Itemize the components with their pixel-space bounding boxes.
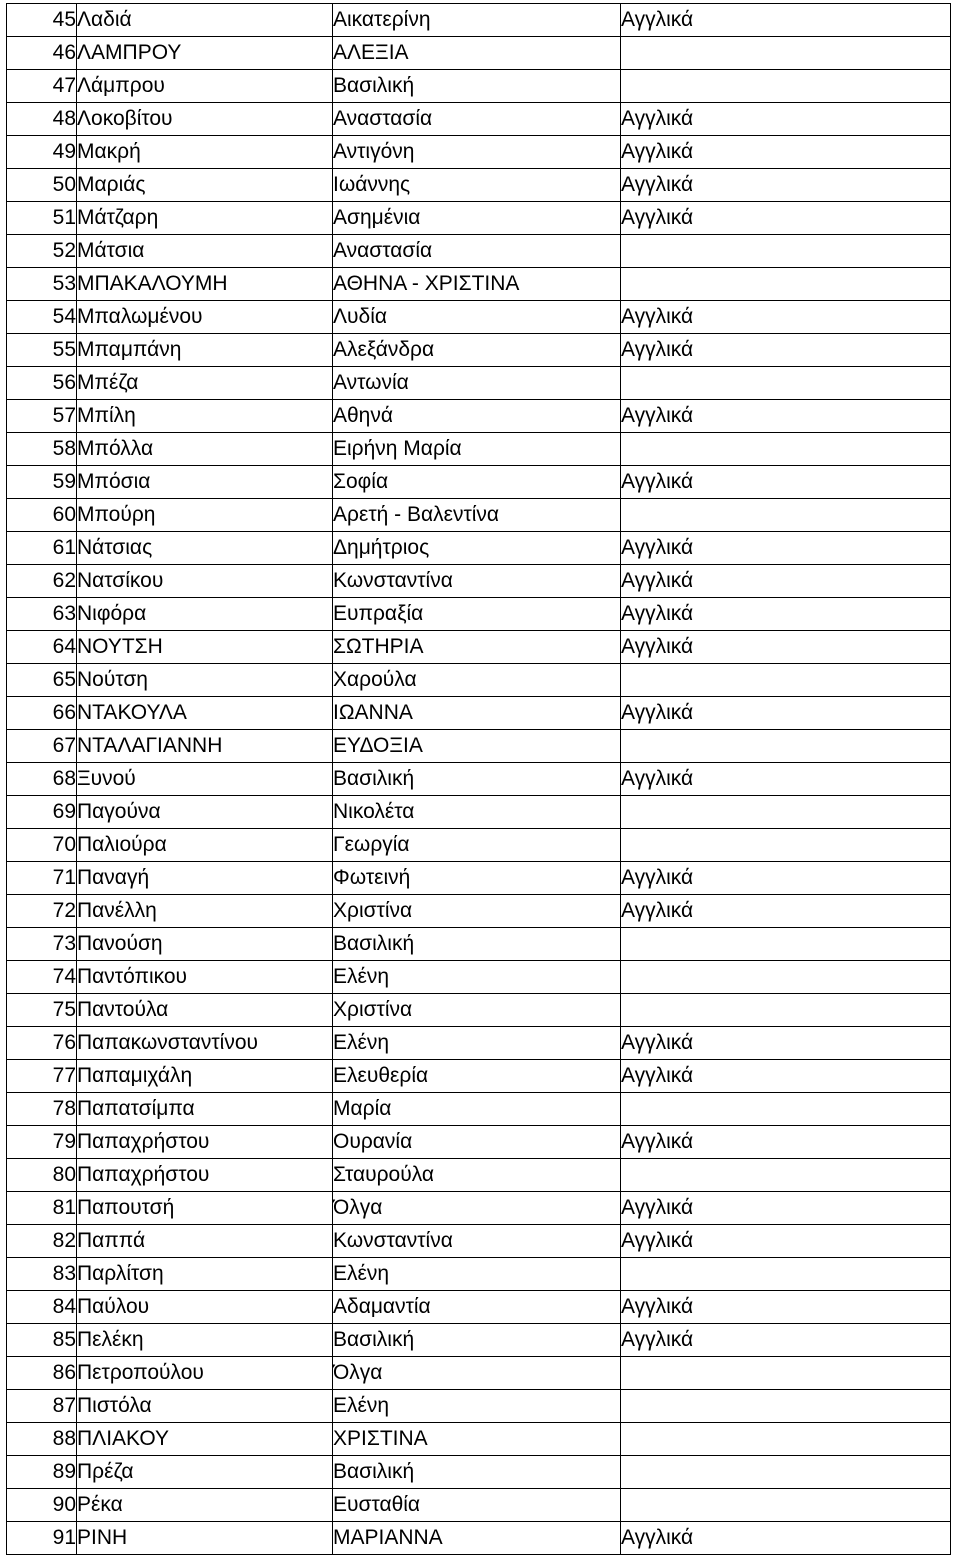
first-name-cell: Αικατερίνη: [333, 4, 621, 37]
row-number-cell: 89: [7, 1456, 77, 1489]
first-name-cell: Ελευθερία: [333, 1060, 621, 1093]
table-row: [7, 1060, 951, 1093]
row-number-cell: 76: [7, 1027, 77, 1060]
language-cell: Αγγλικά: [621, 697, 951, 730]
last-name-cell: Νάτσιας: [77, 532, 333, 565]
last-name-cell: Παρλίτση: [77, 1258, 333, 1291]
row-number-cell: 80: [7, 1159, 77, 1192]
first-name-cell: Αντωνία: [333, 367, 621, 400]
language-cell: [621, 829, 951, 862]
table-row: [7, 4, 951, 37]
row-number-cell: 82: [7, 1225, 77, 1258]
first-name-cell: Σοφία: [333, 466, 621, 499]
language-cell: Αγγλικά: [621, 1192, 951, 1225]
language-cell: Αγγλικά: [621, 301, 951, 334]
row-number-cell: 47: [7, 70, 77, 103]
first-name-cell: Όλγα: [333, 1357, 621, 1390]
table-row: [7, 697, 951, 730]
table-row: [7, 202, 951, 235]
first-name-cell: ΑΛΕΞΙΑ: [333, 37, 621, 70]
last-name-cell: ΠΛΙΑΚΟΥ: [77, 1423, 333, 1456]
first-name-cell: Όλγα: [333, 1192, 621, 1225]
last-name-cell: Παπακωνσταντίνου: [77, 1027, 333, 1060]
last-name-cell: Πανούση: [77, 928, 333, 961]
last-name-cell: Πετροπούλου: [77, 1357, 333, 1390]
first-name-cell: Ελένη: [333, 961, 621, 994]
last-name-cell: Παπαχρήστου: [77, 1126, 333, 1159]
first-name-cell: Βασιλική: [333, 1456, 621, 1489]
row-number-cell: 79: [7, 1126, 77, 1159]
last-name-cell: Μάτσια: [77, 235, 333, 268]
last-name-cell: Παπαμιχάλη: [77, 1060, 333, 1093]
table-row: [7, 862, 951, 895]
table-row: [7, 763, 951, 796]
row-number-cell: 58: [7, 433, 77, 466]
language-cell: Αγγλικά: [621, 598, 951, 631]
language-cell: [621, 433, 951, 466]
table-row: [7, 301, 951, 334]
table-row: [7, 796, 951, 829]
language-cell: Αγγλικά: [621, 1522, 951, 1555]
roster-table: [6, 3, 951, 1555]
table-row: [7, 1456, 951, 1489]
last-name-cell: Μπέζα: [77, 367, 333, 400]
last-name-cell: Μακρή: [77, 136, 333, 169]
language-cell: Αγγλικά: [621, 202, 951, 235]
last-name-cell: Μπούρη: [77, 499, 333, 532]
last-name-cell: ΝΤΑΛΑΓΙΑΝΝΗ: [77, 730, 333, 763]
last-name-cell: Παππά: [77, 1225, 333, 1258]
first-name-cell: Ελένη: [333, 1258, 621, 1291]
first-name-cell: Χριστίνα: [333, 895, 621, 928]
row-number-cell: 87: [7, 1390, 77, 1423]
first-name-cell: ΑΘΗΝΑ - ΧΡΙΣΤΙΝΑ: [333, 268, 621, 301]
table-row: [7, 235, 951, 268]
row-number-cell: 84: [7, 1291, 77, 1324]
table-row: [7, 1027, 951, 1060]
row-number-cell: 62: [7, 565, 77, 598]
row-number-cell: 49: [7, 136, 77, 169]
last-name-cell: Πελέκη: [77, 1324, 333, 1357]
language-cell: Αγγλικά: [621, 631, 951, 664]
row-number-cell: 85: [7, 1324, 77, 1357]
table-row: [7, 1489, 951, 1522]
last-name-cell: Παντούλα: [77, 994, 333, 1027]
language-cell: [621, 1258, 951, 1291]
last-name-cell: Ρέκα: [77, 1489, 333, 1522]
language-cell: Αγγλικά: [621, 763, 951, 796]
last-name-cell: ΝΟΥΤΣΗ: [77, 631, 333, 664]
table-row: [7, 1423, 951, 1456]
language-cell: Αγγλικά: [621, 103, 951, 136]
table-row: [7, 928, 951, 961]
row-number-cell: 72: [7, 895, 77, 928]
first-name-cell: Αντιγόνη: [333, 136, 621, 169]
table-row: [7, 730, 951, 763]
row-number-cell: 81: [7, 1192, 77, 1225]
language-cell: [621, 499, 951, 532]
table-row: [7, 1390, 951, 1423]
last-name-cell: ΝΤΑΚΟΥΛΑ: [77, 697, 333, 730]
table-row: [7, 70, 951, 103]
language-cell: [621, 1159, 951, 1192]
language-cell: [621, 928, 951, 961]
last-name-cell: Μαριάς: [77, 169, 333, 202]
language-cell: Αγγλικά: [621, 1126, 951, 1159]
table-row: [7, 1291, 951, 1324]
row-number-cell: 50: [7, 169, 77, 202]
table-row: [7, 1258, 951, 1291]
row-number-cell: 67: [7, 730, 77, 763]
first-name-cell: Βασιλική: [333, 70, 621, 103]
language-cell: [621, 1357, 951, 1390]
last-name-cell: Πιστόλα: [77, 1390, 333, 1423]
table-row: [7, 1357, 951, 1390]
table-row: [7, 466, 951, 499]
row-number-cell: 70: [7, 829, 77, 862]
table-row: [7, 136, 951, 169]
first-name-cell: Ειρήνη Μαρία: [333, 433, 621, 466]
last-name-cell: Μπίλη: [77, 400, 333, 433]
first-name-cell: Αλεξάνδρα: [333, 334, 621, 367]
first-name-cell: Αθηνά: [333, 400, 621, 433]
table-row: [7, 499, 951, 532]
first-name-cell: Σταυρούλα: [333, 1159, 621, 1192]
last-name-cell: Λοκοβίτου: [77, 103, 333, 136]
language-cell: Αγγλικά: [621, 532, 951, 565]
table-row: [7, 1324, 951, 1357]
last-name-cell: Μπαλωμένου: [77, 301, 333, 334]
table-row: [7, 895, 951, 928]
language-cell: Αγγλικά: [621, 136, 951, 169]
language-cell: [621, 1423, 951, 1456]
table-row: [7, 631, 951, 664]
row-number-cell: 56: [7, 367, 77, 400]
last-name-cell: Παντόπικου: [77, 961, 333, 994]
language-cell: [621, 994, 951, 1027]
table-row: [7, 37, 951, 70]
first-name-cell: Κωνσταντίνα: [333, 1225, 621, 1258]
last-name-cell: Λαδιά: [77, 4, 333, 37]
language-cell: Αγγλικά: [621, 862, 951, 895]
first-name-cell: ΙΩΑΝΝΑ: [333, 697, 621, 730]
last-name-cell: Παύλου: [77, 1291, 333, 1324]
row-number-cell: 61: [7, 532, 77, 565]
last-name-cell: Λάμπρου: [77, 70, 333, 103]
first-name-cell: Ουρανία: [333, 1126, 621, 1159]
first-name-cell: Ασημένια: [333, 202, 621, 235]
last-name-cell: Μάτζαρη: [77, 202, 333, 235]
language-cell: Αγγλικά: [621, 1027, 951, 1060]
language-cell: Αγγλικά: [621, 400, 951, 433]
row-number-cell: 74: [7, 961, 77, 994]
language-cell: [621, 37, 951, 70]
last-name-cell: Παπατσίμπα: [77, 1093, 333, 1126]
first-name-cell: Αναστασία: [333, 235, 621, 268]
first-name-cell: ΜΑΡΙΑΝΝΑ: [333, 1522, 621, 1555]
first-name-cell: ΧΡΙΣΤΙΝΑ: [333, 1423, 621, 1456]
first-name-cell: Ελένη: [333, 1027, 621, 1060]
row-number-cell: 88: [7, 1423, 77, 1456]
row-number-cell: 55: [7, 334, 77, 367]
language-cell: Αγγλικά: [621, 1060, 951, 1093]
language-cell: [621, 235, 951, 268]
table-row: [7, 367, 951, 400]
language-cell: Αγγλικά: [621, 1291, 951, 1324]
row-number-cell: 60: [7, 499, 77, 532]
first-name-cell: Ευσταθία: [333, 1489, 621, 1522]
row-number-cell: 63: [7, 598, 77, 631]
last-name-cell: Παπουτσή: [77, 1192, 333, 1225]
language-cell: [621, 1093, 951, 1126]
last-name-cell: Παγούνα: [77, 796, 333, 829]
table-row: [7, 994, 951, 1027]
row-number-cell: 83: [7, 1258, 77, 1291]
first-name-cell: Κωνσταντίνα: [333, 565, 621, 598]
first-name-cell: Αρετή - Βαλεντίνα: [333, 499, 621, 532]
row-number-cell: 78: [7, 1093, 77, 1126]
language-cell: [621, 70, 951, 103]
table-row: [7, 1093, 951, 1126]
language-cell: [621, 961, 951, 994]
first-name-cell: Βασιλική: [333, 928, 621, 961]
last-name-cell: ΡΙΝΗ: [77, 1522, 333, 1555]
first-name-cell: Ελένη: [333, 1390, 621, 1423]
language-cell: [621, 1489, 951, 1522]
language-cell: Αγγλικά: [621, 334, 951, 367]
row-number-cell: 86: [7, 1357, 77, 1390]
first-name-cell: Φωτεινή: [333, 862, 621, 895]
language-cell: Αγγλικά: [621, 4, 951, 37]
language-cell: Αγγλικά: [621, 1225, 951, 1258]
table-row: [7, 1192, 951, 1225]
table-row: [7, 334, 951, 367]
first-name-cell: Νικολέτα: [333, 796, 621, 829]
table-row: [7, 961, 951, 994]
first-name-cell: Λυδία: [333, 301, 621, 334]
table-row: [7, 532, 951, 565]
table-row: [7, 1126, 951, 1159]
language-cell: [621, 367, 951, 400]
row-number-cell: 91: [7, 1522, 77, 1555]
table-row: [7, 1522, 951, 1555]
last-name-cell: Μπαμπάνη: [77, 334, 333, 367]
last-name-cell: ΜΠΑΚΑΛΟΥΜΗ: [77, 268, 333, 301]
table-row: [7, 169, 951, 202]
language-cell: Αγγλικά: [621, 565, 951, 598]
table-row: [7, 268, 951, 301]
first-name-cell: Δημήτριος: [333, 532, 621, 565]
last-name-cell: Νούτση: [77, 664, 333, 697]
last-name-cell: Μπόσια: [77, 466, 333, 499]
row-number-cell: 68: [7, 763, 77, 796]
language-cell: Αγγλικά: [621, 466, 951, 499]
language-cell: [621, 1390, 951, 1423]
last-name-cell: Μπόλλα: [77, 433, 333, 466]
row-number-cell: 48: [7, 103, 77, 136]
last-name-cell: Παλιούρα: [77, 829, 333, 862]
table-row: [7, 103, 951, 136]
first-name-cell: Βασιλική: [333, 1324, 621, 1357]
row-number-cell: 52: [7, 235, 77, 268]
language-cell: [621, 664, 951, 697]
last-name-cell: Παπαχρήστου: [77, 1159, 333, 1192]
row-number-cell: 53: [7, 268, 77, 301]
last-name-cell: Παναγή: [77, 862, 333, 895]
first-name-cell: ΣΩΤΗΡΙΑ: [333, 631, 621, 664]
row-number-cell: 75: [7, 994, 77, 1027]
first-name-cell: Βασιλική: [333, 763, 621, 796]
row-number-cell: 64: [7, 631, 77, 664]
row-number-cell: 54: [7, 301, 77, 334]
last-name-cell: Νιφόρα: [77, 598, 333, 631]
first-name-cell: Γεωργία: [333, 829, 621, 862]
row-number-cell: 51: [7, 202, 77, 235]
table-row: [7, 1225, 951, 1258]
row-number-cell: 66: [7, 697, 77, 730]
row-number-cell: 59: [7, 466, 77, 499]
first-name-cell: Ιωάννης: [333, 169, 621, 202]
roster-body: [7, 4, 951, 1555]
first-name-cell: Μαρία: [333, 1093, 621, 1126]
table-row: [7, 400, 951, 433]
last-name-cell: ΛΑΜΠΡΟΥ: [77, 37, 333, 70]
last-name-cell: Πανέλλη: [77, 895, 333, 928]
language-cell: Αγγλικά: [621, 169, 951, 202]
table-row: [7, 598, 951, 631]
row-number-cell: 73: [7, 928, 77, 961]
table-row: [7, 829, 951, 862]
table-row: [7, 1159, 951, 1192]
last-name-cell: Ξυνού: [77, 763, 333, 796]
language-cell: [621, 730, 951, 763]
table-row: [7, 565, 951, 598]
row-number-cell: 46: [7, 37, 77, 70]
last-name-cell: Νατσίκου: [77, 565, 333, 598]
table-row: [7, 433, 951, 466]
first-name-cell: Χριστίνα: [333, 994, 621, 1027]
language-cell: Αγγλικά: [621, 895, 951, 928]
row-number-cell: 71: [7, 862, 77, 895]
row-number-cell: 77: [7, 1060, 77, 1093]
language-cell: [621, 268, 951, 301]
first-name-cell: Χαρούλα: [333, 664, 621, 697]
language-cell: Αγγλικά: [621, 1324, 951, 1357]
first-name-cell: Αναστασία: [333, 103, 621, 136]
first-name-cell: Αδαμαντία: [333, 1291, 621, 1324]
row-number-cell: 90: [7, 1489, 77, 1522]
row-number-cell: 57: [7, 400, 77, 433]
first-name-cell: ΕΥΔΟΞΙΑ: [333, 730, 621, 763]
last-name-cell: Πρέζα: [77, 1456, 333, 1489]
row-number-cell: 69: [7, 796, 77, 829]
table-row: [7, 664, 951, 697]
language-cell: [621, 1456, 951, 1489]
row-number-cell: 65: [7, 664, 77, 697]
language-cell: [621, 796, 951, 829]
row-number-cell: 45: [7, 4, 77, 37]
first-name-cell: Ευπραξία: [333, 598, 621, 631]
